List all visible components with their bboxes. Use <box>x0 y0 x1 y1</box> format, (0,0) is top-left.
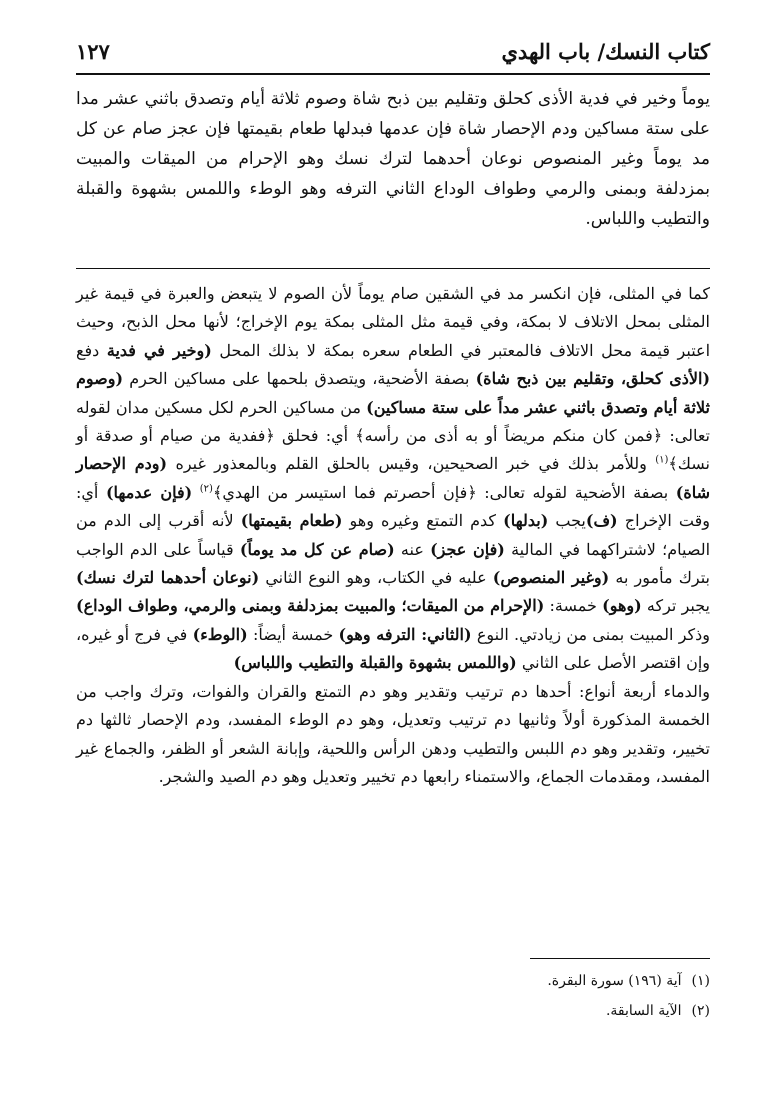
commentary-quote: (وغير المنصوص) <box>492 568 610 588</box>
commentary-text: عنه <box>400 539 424 559</box>
footnote-number: (١) <box>691 973 710 989</box>
commentary-text: وذكر المبيت بمنى من زيادتي. النوع <box>476 624 711 644</box>
footnote-ref-2: (٢) <box>199 483 213 495</box>
commentary-quote: (الأذى كحلق، وتقليم بين ذبح شاة) <box>475 369 711 389</box>
commentary-text: دفع <box>76 340 100 360</box>
commentary-text: لأنه أقرب إلى الدم من الصيام؛ لاشتراكهما في المالية <box>76 511 711 559</box>
commentary-quote: (الوطء) <box>192 624 248 644</box>
commentary-text: خمسة أيضاً: <box>252 624 334 644</box>
commentary-quote: (ف) <box>585 511 618 531</box>
footnote-ref-1: (١) <box>655 455 669 467</box>
commentary-text: يجب <box>555 511 586 531</box>
commentary-quote: (صام عن كل مد يوماً) <box>239 539 395 559</box>
commentary-quote: (الإحرام من الميقات؛ والمبيت بمزدلفة وبمنى والرمي، وطواف الوداع) <box>76 596 545 616</box>
commentary-text: كدم التمتع وغيره وهو <box>349 511 497 531</box>
section-divider <box>76 268 710 269</box>
commentary-quote: (طعام بقيمتها) <box>240 511 343 531</box>
commentary-quote: (وهو) <box>602 596 642 616</box>
commentary-text: من مساكين الحرم لكل مسكين مدان لقوله تعالى: ﴿فمن كان منكم مريضاً أو به أذى من رأسه﴾ أي: فحلق ﴿ففدية من صيام أو صدقة أو نسك﴾ <box>76 397 711 474</box>
page-header <box>76 34 710 68</box>
commentary-text: قياساً على الدم الواجب بترك مأمور به <box>76 539 711 588</box>
footnote-divider <box>530 958 710 959</box>
footnotes <box>76 966 710 1026</box>
commentary-text: خمسة: <box>549 596 597 616</box>
commentary-quote: (واللمس بشهوة والقبلة والتطيب واللباس) <box>233 653 517 673</box>
footnote-1 <box>76 966 710 996</box>
main-text <box>76 84 710 234</box>
commentary-quote: (الثاني: الترفه وهو) <box>338 624 472 644</box>
commentary-paragraph <box>76 280 710 678</box>
commentary <box>76 280 710 791</box>
commentary-paragraph: والدماء أربعة أنواع: أحدها دم ترتيب وتقدير وهو دم التمتع والقران والفوات، وترك واجب من الخمسة المذكورة أولاً وثانيها دم ترتيب وتعديل، وهو دم الوطء المفسد، ودم الإحصار ثالثها دم تخيير، وتقدير وهو دم اللبس والتطيب ودهن الرأس واللحية، وإبانة الشعر أو الظفر، والجماع غير المفسد، ومقدمات الجماع، والاستمناء رابعها دم تخيير وتعديل وهو دم الصيد والشجر. <box>76 681 710 786</box>
commentary-quote: (وصوم ثلاثة أيام وتصدق باثني عشر مداً على ستة مساكين) <box>76 369 711 417</box>
commentary-text: بصفة الأضحية لقوله تعالى: ﴿فإن أحصرتم فما استيسر من الهدي﴾ <box>212 482 669 502</box>
commentary-quote: (ودم الإحصار شاة) <box>76 454 711 502</box>
commentary-quote: (وخير في فدية <box>106 340 212 360</box>
main-text-paragraph: يوماً وخير في فدية الأذى كحلق وتقليم بين ذبح شاة وصوم ثلاثة أيام وتصدق باثني عشر مدا على ستة مساكين ودم الإحصار شاة فإن عدمها فبدلها طعام بقيمتها فإن عجز صام عن كل مد يوماً وغير المنصوص نوعان أحدهما لترك نسك وهو الإحرام من الميقات والمبيت بمزدلفة وبمنى والرمي وطواف الوداع الثاني الترفه وهو الوطء واللمس بشهوة والقبلة والتطيب واللباس. <box>76 89 710 229</box>
footnote-text: آية (١٩٦) سورة البقرة. <box>547 973 682 989</box>
commentary-quote: (فإن عدمها) <box>105 482 193 502</box>
running-title: كتاب النسك/ باب الهدي <box>501 38 710 64</box>
footnote-number: (٢) <box>691 1003 710 1019</box>
footnote-2 <box>76 996 710 1026</box>
footnote-text: الآية السابقة. <box>605 1003 682 1019</box>
commentary-text: بصفة الأضحية، ويتصدق بلحمها على مساكين الحرم <box>129 369 470 389</box>
commentary-quote: (بدلها) <box>503 511 549 531</box>
commentary-quote: (نوعان أحدهما لترك نسك) <box>76 568 260 588</box>
commentary-text: عليه في الكتاب، وهو النوع الثاني <box>265 568 487 588</box>
header-divider <box>76 73 710 75</box>
commentary-quote: (فإن عجز) <box>430 539 505 559</box>
commentary-text: وللأمر بذلك في خبر الصحيحين، وقيس بالحلق القلم وبالمعذور غيره <box>175 454 647 474</box>
commentary-text: في فرج أو غيره، وإن اقتصر الأصل على الثاني <box>76 624 710 673</box>
page-number: ١٢٧ <box>76 38 110 64</box>
commentary-text: أي: وقت الإخراج <box>76 482 710 531</box>
commentary-text: يجبر تركه <box>646 596 711 616</box>
commentary-text: كما في المثلى، فإن انكسر مد في الشقين صام يوماً لأن الصوم لا يتبعض والعبرة في قيمة غير المثلى بمحل الاتلاف لا بمكة، وفي قيمة مثل المثلى بمكة يوم الإخراج؛ لأنها محل الذبح، وحيث اعتبر قيمة محل الاتلاف فالمعتبر في الطعام سعره بمكة لا بذلك المحل <box>76 284 711 360</box>
